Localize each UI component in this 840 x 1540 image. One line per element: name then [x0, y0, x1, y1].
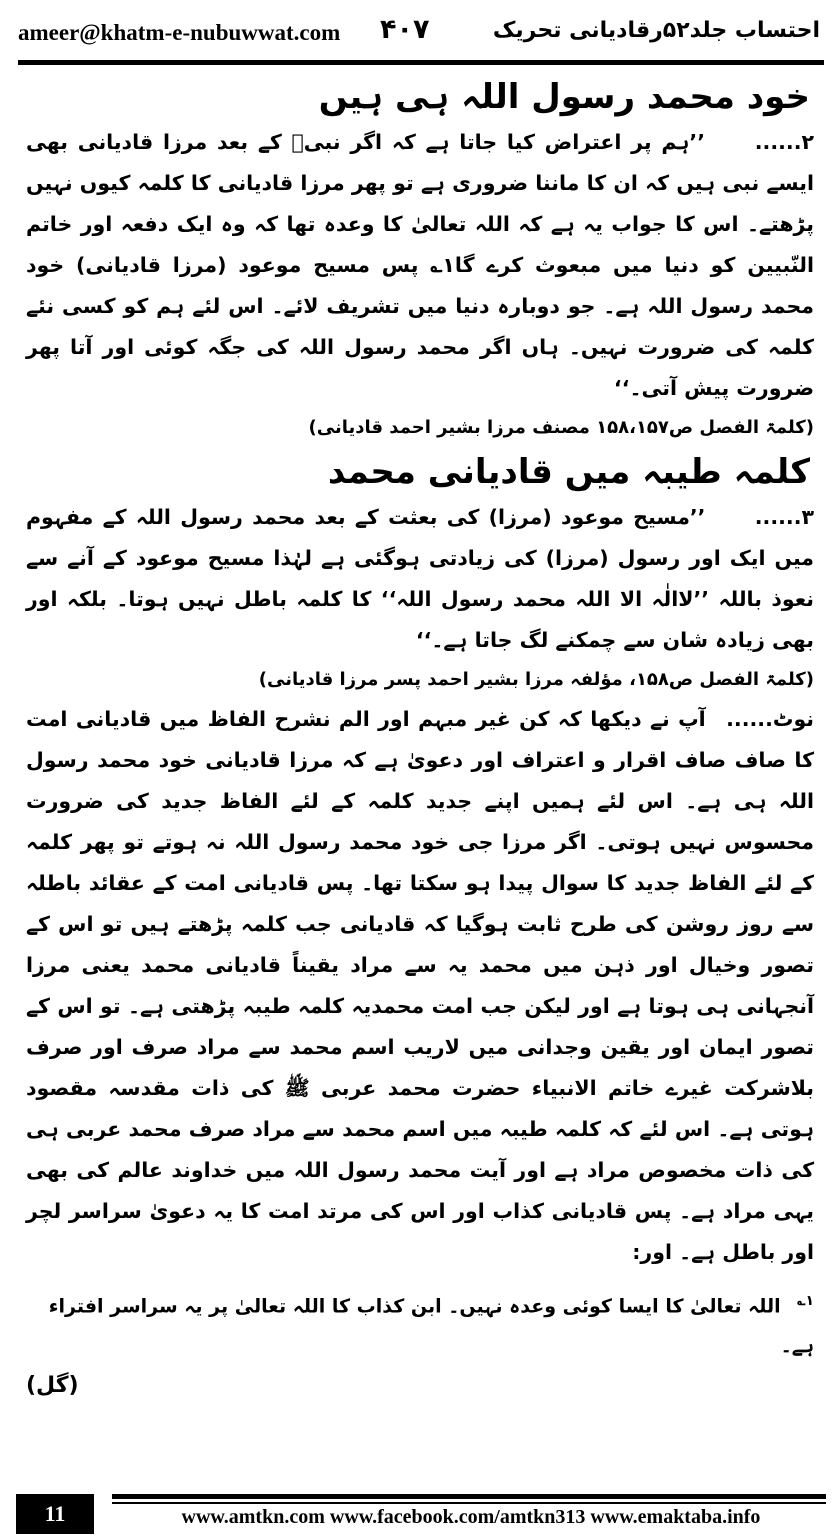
page-footer — [16, 1494, 826, 1534]
section-reference-2: (کلمۃ الفصل ص۱۵۸، مؤلفہ مرزا بشیر احمد پسر مرزا قادیانی) — [258, 669, 814, 690]
section-number-2: ۳...... — [754, 505, 815, 529]
header-email: ameer@khatm-e-nubuwwat.com — [18, 20, 341, 45]
page-body — [26, 72, 814, 1406]
footnote-signature: (گل) — [26, 1373, 79, 1399]
header-page-number: ۴۰۷ — [380, 14, 430, 45]
section-text-1: ’’ہم پر اعتراض کیا جاتا ہے کہ اگر نبیؐ کے بعد مرزا قادیانی بھی ایسے نبی ہیں کہ ان کا ماننا ضروری ہے تو پھر مرزا قادیانی کا کلمہ کیوں نہیں پڑھتے۔ اس کا جواب یہ ہے کہ اللہ تعالیٰ کا وعدہ تھا کہ وہ ایک دفعہ اور خاتم النّبیین کو دنیا میں مبعوث کرے گا۱؎ پس مسیح موعود (مرزا قادیانی) خود محمد رسول اللہ ہے۔ جو دوبارہ دنیا میں تشریف لائے۔ اس لئے ہم کو کسی نئے کلمہ کی ضرورت نہیں۔ ہاں اگر محمد رسول اللہ کی جگہ کوئی اور آتا پھر ضرورت پیش آتی۔‘‘ — [26, 130, 814, 400]
section-reference-1: (کلمۃ الفصل ص۱۵۸،۱۵۷ مصنف مرزا بشیر احمد قادیانی) — [308, 417, 814, 438]
footer-page-number: 11 — [16, 1494, 94, 1534]
footnote-mark: ۱؎ — [797, 1293, 814, 1309]
header-book-title: احتساب جلد۵۲رقادیانی تحریک — [492, 18, 820, 43]
footer-links: www.amtkn.com www.facebook.com/amtkn313 www.emaktaba.info — [181, 1506, 761, 1528]
footer-rule-thick — [112, 1494, 826, 1499]
footnote — [26, 1281, 814, 1366]
note-paragraph — [26, 699, 814, 1273]
section-paragraph-2 — [26, 497, 814, 661]
footer-rule-thin — [112, 1502, 826, 1504]
section-heading-2: کلمہ طیبہ میں قادیانی محمد — [327, 452, 810, 492]
section-heading-1: خود محمد رسول اللہ ہی ہیں — [318, 77, 810, 117]
section-text-2: ’’مسیح موعود (مرزا) کی بعثت کے بعد محمد رسول اللہ کے مفہوم میں ایک اور رسول (مرزا) کی زیادتی ہوگئی ہے لہٰذا مسیح موعود کے آنے سے نعوذ باللہ ’’لاالٰہ الا اللہ محمد رسول اللہ‘‘ کا کلمہ باطل نہیں ہوتا۔ بلکہ اور بھی زیادہ شان سے چمکنے لگ جاتا ہے۔‘‘ — [26, 505, 814, 652]
note-label: نوٹ...... — [726, 707, 815, 731]
header-rule — [18, 60, 824, 65]
note-text: آپ نے دیکھا کہ کن غیر مبہم اور الم نشرح الفاظ میں قادیانی امت کا صاف صاف اقرار و اعتراف اور دعویٰ ہے کہ مرزا قادیانی خود محمد رسول اللہ ہی ہے۔ اس لئے ہمیں اپنے جدید کلمہ کے لئے الفاظ جدید کی ضرورت محسوس نہیں ہوتی۔ اگر مرزا جی خود محمد رسول اللہ نہ ہوتے تو پھر کلمہ کے لئے الفاظ جدید کا سوال پیدا ہو سکتا تھا۔ پس قادیانی امت کے عقائد باطلہ سے روز روشن کی طرح ثابت ہوگیا کہ قادیانی جب کلمہ پڑھتے ہیں تو اس کے تصور وخیال اور ذہن میں محمد یہ سے مراد یقیناً قادیانی محمد یعنی مرزا آنجہانی ہی ہوتا ہے اور لیکن جب امت محمدیہ کلمہ طیبہ پڑھتی ہے۔ تو اس کے تصور ایمان اور یقین وجدانی میں لاریب اسم محمد سے مراد صرف اور صرف بلاشرکت غیرے خاتم الانبیاء حضرت محمد عربی ﷺ کی ذات مقدسہ مقصود ہوتی ہے۔ اس لئے کہ کلمہ طیبہ میں اسم محمد سے مراد صرف محمد عربی ہی کی ذات مخصوص مراد ہے اور آیت محمد رسول اللہ میں خداوند عالم کی بھی یہی مراد ہے۔ پس قادیانی کذاب اور اس کی مرتد امت کا یہ دعویٰ سراسر لچر اور باطل ہے۔ اور: — [26, 707, 814, 1264]
footnote-text: اللہ تعالیٰ کا ایسا کوئی وعدہ نہیں۔ ابن کذاب کا اللہ تعالیٰ پر یہ سراسر افتراء ہے۔ — [48, 1295, 814, 1358]
section-paragraph-1 — [26, 122, 814, 409]
page-header — [18, 14, 822, 54]
section-number-1: ۲...... — [754, 130, 814, 154]
